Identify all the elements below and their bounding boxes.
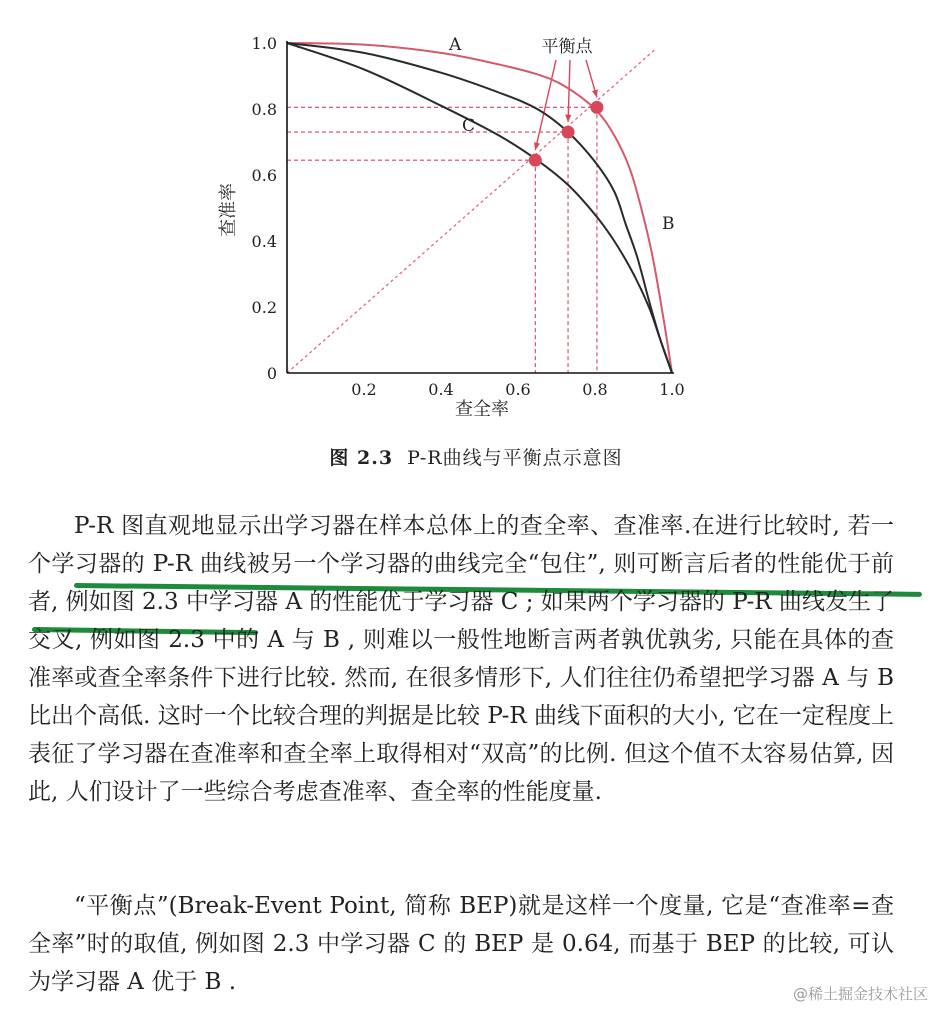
guide-lines [287, 48, 657, 373]
curve-b [287, 43, 672, 373]
annotation-arrowhead [534, 142, 540, 150]
y-tick-label: 0.2 [251, 298, 277, 317]
x-axis-label: 查全率 [455, 399, 509, 420]
y-tick-label: 0.4 [251, 232, 277, 251]
x-tick-label: 1.0 [659, 380, 685, 399]
tick-labels [252, 34, 685, 399]
y-tick-label: 0.6 [251, 166, 277, 185]
x-tick-label: 0.2 [351, 380, 377, 399]
annotation-arrowhead [565, 115, 571, 122]
x-tick-label: 0.6 [505, 380, 531, 399]
y-tick-label: 0.8 [251, 100, 277, 119]
figure-number: 图 2.3 [329, 447, 394, 469]
y-axis-label: 查准率 [218, 183, 239, 237]
x-tick-label: 0.4 [428, 380, 454, 399]
curve-label-a: A [449, 35, 462, 55]
curves [287, 43, 672, 373]
annotation-arrow [535, 60, 556, 150]
pr-curve-chart [0, 0, 952, 480]
curve-label-c: C [462, 116, 476, 136]
figure-caption [0, 443, 952, 470]
annotation-label: 平衡点 [541, 37, 593, 57]
body-paragraph: P-R 图直观地显示出学习器在样本总体上的查全率、查准率.在进行比较时, 若一个学习器的 P-R 曲线被另一个学习器的曲线完全“包住”, 则可断言后者的性能优于前者, 例如图 2.3 中学习器 A 的性能优于学习器 C ; 如果两个学习器的 P-R 曲线发生了交叉, 例如图 2.3 中的 A 与 B , 则难以一般性地断言两者孰优孰劣, 只能在具体的查准率或查全率条件下进行比较. 然而, 在很多情形下, 人们往往仍希望把学习器 A 与 B 比出个高低. 这时一个比较合理的判据是比较 P-R 曲线下面积的大小, 它在一定程度上表征了学习器在查准率和查全率上取得相对“双高”的比例. 但这个值不太容易估算, 因此, 人们设计了一些综合考虑查准率、查全率的性能度量. [28, 513, 894, 805]
bep-point [529, 154, 542, 167]
curve-label-b: B [662, 214, 675, 234]
y-tick-label: 0 [266, 364, 277, 383]
curve-c [287, 43, 672, 373]
figure-caption-text: P-R曲线与平衡点示意图 [407, 447, 623, 469]
x-tick-label: 0.8 [582, 380, 608, 399]
axes [287, 41, 674, 373]
bep-point [562, 126, 575, 139]
bep-point [590, 101, 603, 114]
annotation-arrow [568, 60, 570, 122]
curve-a [287, 43, 672, 373]
body-paragraph: “平衡点”(Break-Event Point, 简称 BEP)就是这样一个度量, 它是“查准率=查全率”时的取值, 例如图 2.3 中学习器 C 的 BEP 是 0.64, 而基于 BEP 的比较, 可认为学习器 A 优于 B . [28, 893, 894, 995]
y-tick-label: 1.0 [251, 34, 277, 53]
diagonal-line [287, 48, 657, 373]
watermark: @稀土掘金技术社区 [792, 985, 928, 1003]
annotation-arrowhead [592, 89, 598, 97]
